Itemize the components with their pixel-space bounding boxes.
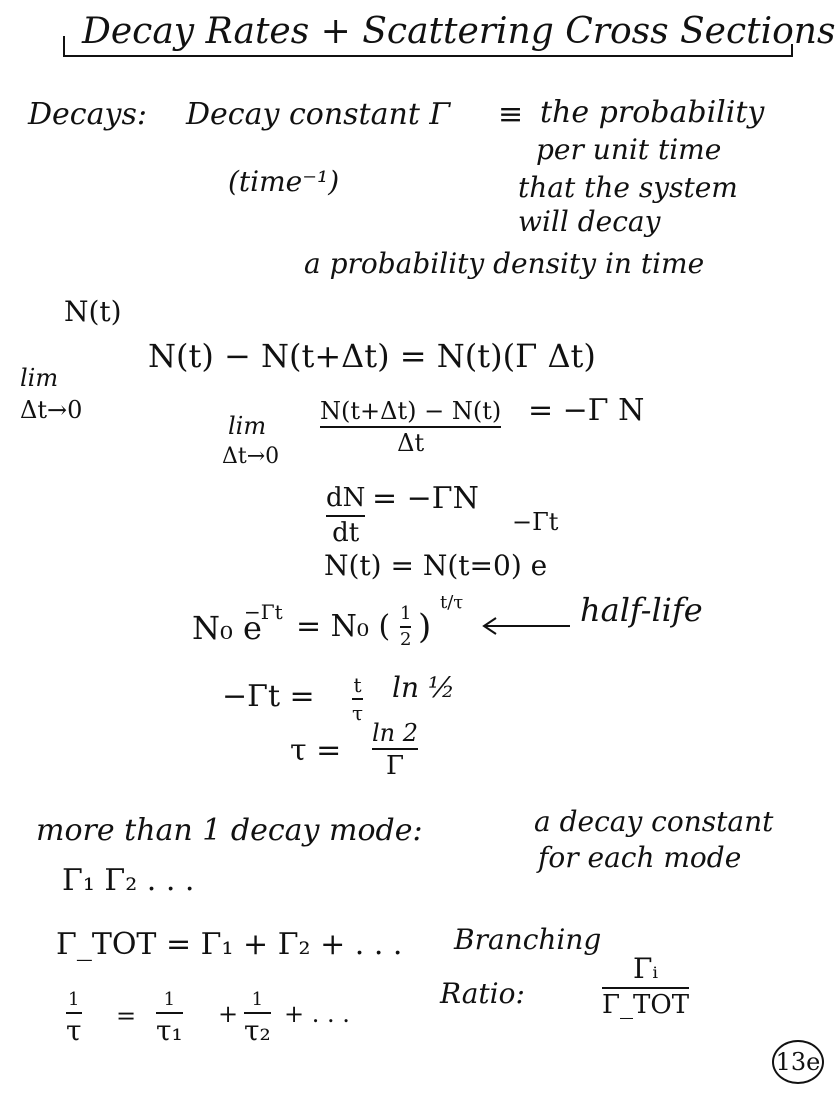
t-over-tau <box>352 674 363 724</box>
one-over-tau1 <box>156 990 183 1047</box>
ln2-over-gamma <box>372 720 418 781</box>
density-note: a probability density in time <box>304 247 705 280</box>
multi-mode: more than 1 decay mode: <box>36 813 423 848</box>
frac-bar <box>400 626 411 628</box>
tau-eq: τ = <box>290 733 342 768</box>
units-note: (time⁻¹) <box>228 165 340 198</box>
equiv-symbol: ≡ <box>498 97 524 132</box>
decay-constant-label: Decay constant Γ <box>186 97 451 132</box>
tau2: τ₂ <box>244 1013 271 1047</box>
gamma-list: Γ₁ Γ₂ . . . <box>62 863 195 898</box>
one: 1 <box>68 989 80 1010</box>
gamma-tot-eq: Γ_TOT = Γ₁ + Γ₂ + . . . <box>56 927 403 962</box>
page-title: Decay Rates + Scattering Cross Sections <box>82 11 836 52</box>
half-fraction <box>400 604 411 650</box>
eq-halflife-lhs: N₀ e <box>192 609 262 647</box>
multi-note-1: a decay constant <box>534 805 774 838</box>
derivative-fraction <box>320 398 501 457</box>
branching-1: Branching <box>454 923 602 956</box>
branching-fraction <box>602 954 689 1019</box>
one: 1 <box>251 989 264 1010</box>
multi-note-2: for each mode <box>538 841 742 874</box>
half-num: 1 <box>400 603 412 624</box>
ln-half: ln ½ <box>392 671 456 704</box>
one-over-tau2 <box>244 990 271 1047</box>
plus-sign: + <box>218 1000 239 1028</box>
lim-side-2: Δt→0 <box>20 396 83 424</box>
one: 1 <box>163 989 176 1010</box>
definition-line-2: per unit time <box>536 133 722 166</box>
eq-Nt: N(t) <box>64 295 122 328</box>
trailing-sum: + . . . <box>284 1000 350 1028</box>
lim-side-1: lim <box>20 364 59 392</box>
dt: dt <box>332 517 360 548</box>
exp-halflife-lhs: −Γt <box>244 600 283 624</box>
eq-solution: N(t) = N(t=0) e <box>324 549 548 582</box>
tau-den: τ <box>352 701 364 725</box>
frac-bar <box>372 748 418 750</box>
page-number: 13e <box>772 1040 824 1084</box>
tau: τ <box>66 1013 82 1047</box>
arrow-left-icon <box>480 614 572 638</box>
gamma-den: Γ <box>385 751 405 782</box>
half-den: 2 <box>400 628 412 650</box>
frac-bar <box>326 515 365 517</box>
branching-2: Ratio: <box>440 977 525 1010</box>
eq-log-lhs: −Γt = <box>222 679 315 714</box>
definition-line-1: the probability <box>540 95 765 130</box>
one-over-tau <box>66 990 82 1047</box>
eq-sign: = <box>116 1002 137 1030</box>
definition-line-3: that the system <box>518 171 738 204</box>
t-num: t <box>353 673 362 697</box>
tau1: τ₁ <box>156 1013 183 1047</box>
lim-sub: Δt→0 <box>222 444 280 469</box>
frac-bar <box>602 987 689 989</box>
exp-gamma-t: −Γt <box>512 508 559 536</box>
exp-halflife-rhs: t/τ <box>440 592 464 613</box>
dn: dN <box>326 483 366 513</box>
title-underline <box>60 30 800 66</box>
eq-halflife-close: ) <box>418 607 432 647</box>
decays-heading: Decays: <box>28 97 147 132</box>
definition-line-4: will decay <box>518 205 661 238</box>
frac-derivative-num: N(t+Δt) − N(t) <box>320 397 502 425</box>
lim-label: lim <box>228 412 267 440</box>
eq-difference: N(t) − N(t+Δt) = N(t)(Γ Δt) <box>148 337 596 375</box>
eq-rhs-gamma-n: = −Γ N <box>528 393 645 428</box>
eq-halflife-mid: = N₀ ( <box>296 609 391 644</box>
half-life-label: half-life <box>580 591 703 629</box>
dndt-fraction <box>326 484 365 547</box>
ln2-num: ln 2 <box>372 719 419 747</box>
frac-bar <box>352 698 363 700</box>
br-den: Γ_TOT <box>602 989 690 1020</box>
eq-dndt-rhs: = −ΓN <box>372 481 479 516</box>
frac-bar <box>320 426 501 428</box>
frac-derivative-den: Δt <box>397 429 425 458</box>
br-num: Γᵢ <box>632 952 659 985</box>
